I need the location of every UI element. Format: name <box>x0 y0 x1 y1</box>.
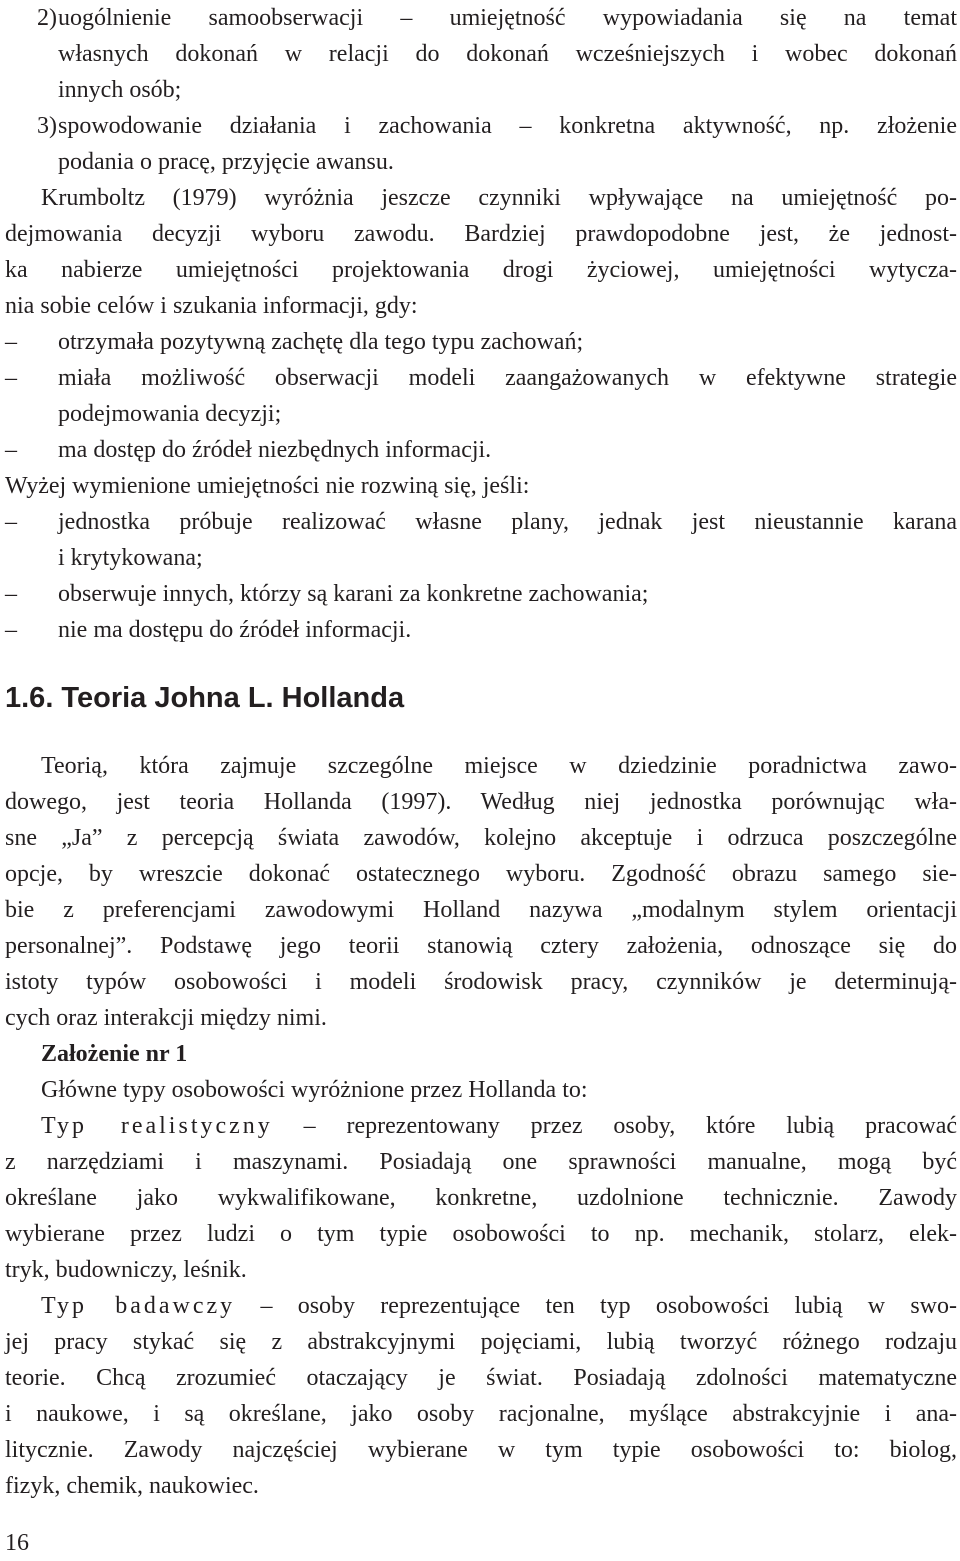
list-item <box>5 360 957 396</box>
dash-bullet: – <box>5 329 17 355</box>
section-heading: 1.6. Teoria Johna L. Hollanda <box>5 682 405 714</box>
list-item-text: spowodowanie działania i zachowania – konkretna aktywność, np. złożenie <box>58 113 957 139</box>
list-item-text: podania o pracę, przyjęcie awansu. <box>58 149 394 175</box>
paragraph-line: tryk, budowniczy, leśnik. <box>5 1257 247 1283</box>
dash-bullet: – <box>5 365 17 391</box>
paragraph-line: i naukowe, i są określane, jako osoby racjonalne, myślące abstrakcyjnie i ana- <box>5 1401 957 1427</box>
paragraph-line: personalnej”. Podstawę jego teorii stanowią cztery założenia, odnoszące się do <box>5 933 957 959</box>
list-item-text: własnych dokonań w relacji do dokonań wcześniejszych i wobec dokonań <box>58 41 957 67</box>
paragraph-line <box>41 1288 957 1324</box>
dash-bullet: – <box>5 509 17 535</box>
list-item <box>5 612 957 648</box>
paragraph-line: wybierane przez ludzi o tym typie osobowości to np. mechanik, stolarz, elek- <box>5 1221 957 1247</box>
paragraph-line: jej pracy stykać się z abstrakcyjnymi pojęciami, lubią tworzyć różnego rodzaju <box>5 1329 957 1355</box>
paragraph-line: istoty typów osobowości i modeli środowisk pracy, czynników je determinują- <box>5 969 957 995</box>
list-item <box>5 0 957 36</box>
type-term: Typ realistyczny <box>41 1113 273 1139</box>
list-item-text: uogólnienie samoobserwacji – umiejętność wypowiadania się na temat <box>58 5 957 31</box>
list-item <box>5 576 957 612</box>
list-item-text: ma dostęp do źródeł niezbędnych informacji. <box>58 437 492 463</box>
paragraph-line: teorie. Chcą zrozumieć otaczający je świat. Posiadają zdolności matematyczne <box>5 1365 957 1391</box>
list-number: 3) <box>37 113 57 139</box>
type-description: – osoby reprezentujące ten typ osobowości lubią w swo- <box>260 1293 958 1319</box>
list-item-text: i krytykowana; <box>58 545 203 571</box>
list-item <box>5 504 957 540</box>
types-intro: Główne typy osobowości wyróżnione przez Hollanda to: <box>41 1077 588 1103</box>
paragraph-line: sne „Ja” z percepcją świata zawodów, kolejno akceptuje i odrzuca poszczególne <box>5 825 957 851</box>
paragraph-line: nia sobie celów i szukania informacji, gdy: <box>5 293 418 319</box>
list-item-text: miała możliwość obserwacji modeli zaangażowanych w efektywne strategie <box>58 365 957 391</box>
paragraph-line: ka nabierze umiejętności projektowania drogi życiowej, umiejętności wytycza- <box>5 257 957 283</box>
page-number: 16 <box>5 1530 29 1556</box>
type-term: Typ badawczy <box>41 1293 236 1319</box>
paragraph-line: dowego, jest teoria Hollanda (1997). Według niej jednostka porównując wła- <box>5 789 957 815</box>
paragraph-line: dejmowania decyzji wyboru zawodu. Bardziej prawdopodobne jest, że jednost- <box>5 221 957 247</box>
paragraph-line: cych oraz interakcji między nimi. <box>5 1005 327 1031</box>
paragraph-line: z narzędziami i maszynami. Posiadają one sprawności manualne, mogą być <box>5 1149 957 1175</box>
dash-bullet: – <box>5 617 17 643</box>
paragraph-line: określane jako wykwalifikowane, konkretne, uzdolnione technicznie. Zawody <box>5 1185 957 1211</box>
paragraph-line <box>41 1108 957 1144</box>
list-item <box>5 108 957 144</box>
list-item-text: podejmowania decyzji; <box>58 401 282 427</box>
paragraph-line: Krumboltz (1979) wyróżnia jeszcze czynniki wpływające na umiejętność po- <box>41 185 957 211</box>
paragraph-wyzej: Wyżej wymienione umiejętności nie rozwiną się, jeśli: <box>5 473 530 499</box>
list-item <box>5 432 957 468</box>
assumption-heading: Założenie nr 1 <box>41 1041 188 1067</box>
paragraph-line: fizyk, chemik, naukowiec. <box>5 1473 259 1499</box>
list-item-text: jednostka próbuje realizować własne plany, jednak jest nieustannie karana <box>58 509 957 535</box>
dash-bullet: – <box>5 581 17 607</box>
paragraph-line: bie z preferencjami zawodowymi Holland nazywa „modalnym stylem orientacji <box>5 897 957 923</box>
type-description: – reprezentowany przez osoby, które lubią pracować <box>303 1113 957 1139</box>
list-item-text: innych osób; <box>58 77 182 103</box>
paragraph-line: opcje, by wreszcie dokonać ostatecznego wyboru. Zgodność obrazu samego sie- <box>5 861 957 887</box>
paragraph-line: litycznie. Zawody najczęściej wybierane w tym typie osobowości to: biolog, <box>5 1437 957 1463</box>
list-item-text: obserwuje innych, którzy są karani za konkretne zachowania; <box>58 581 649 607</box>
paragraph-line: Teorią, która zajmuje szczególne miejsce w dziedzinie poradnictwa zawo- <box>41 753 957 779</box>
list-item-text: nie ma dostępu do źródeł informacji. <box>58 617 412 643</box>
list-number: 2) <box>37 5 57 31</box>
list-item-text: otrzymała pozytywną zachętę dla tego typu zachowań; <box>58 329 584 355</box>
list-item <box>5 324 957 360</box>
dash-bullet: – <box>5 437 17 463</box>
